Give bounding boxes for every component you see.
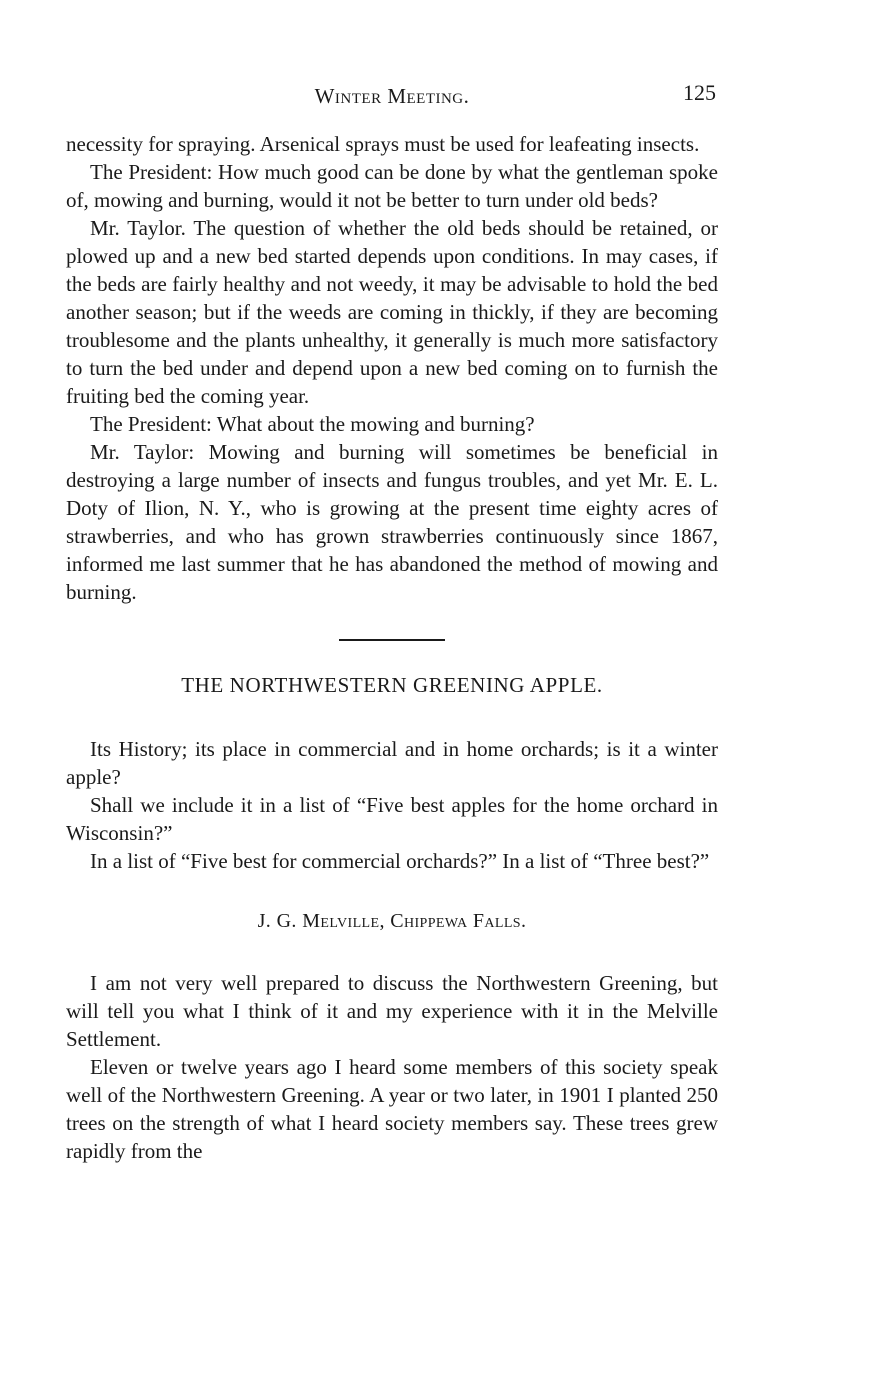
paragraph-president-question-2: The President: What about the mowing and burning?	[90, 412, 535, 436]
running-head	[66, 78, 718, 110]
article-paragraph-1: I am not very well prepared to discuss the Northwestern Greening, but will tell you what I think of it and my experience with it in the Melville Settlement.	[66, 971, 718, 1051]
section-divider	[339, 639, 445, 641]
paragraph-taylor-answer-2: Mr. Taylor: Mowing and burning will sometimes be beneficial in destroying a large number of insects and fungus troubles, and yet Mr. E. L. Doty of Ilion, N. Y., who is growing at the present time eighty acres of strawberries, and who has grown strawberries continuously since 1867, informed me last summer that he has abandoned the method of mowing and burning.	[66, 440, 718, 604]
discussion-text	[66, 130, 718, 606]
article-paragraph-2: Eleven or twelve years ago I heard some members of this society speak well of the Northwestern Greening. A year or two later, in 1901 I planted 250 trees on the strength of what I heard society members say. These trees grew rapidly from the	[66, 1055, 718, 1163]
section-questions	[66, 735, 718, 875]
book-page	[66, 78, 718, 1165]
paragraph-continued: necessity for spraying. Arsenical sprays must be used for leafeating insects.	[66, 132, 700, 156]
author-byline: J. G. Melville, Chippewa Falls.	[257, 910, 527, 932]
section-title: THE NORTHWESTERN GREENING APPLE.	[181, 673, 603, 697]
question-3: In a list of “Five best for commercial orchards?” In a list of “Three best?”	[90, 849, 710, 873]
article-body	[66, 969, 718, 1165]
paragraph-taylor-answer: Mr. Taylor. The question of whether the old beds should be retained, or plowed up and a new bed started depends upon conditions. In may cases, if the beds are fairly healthy and not weedy, it may be advisable to hold the bed another season; but if the weeds are coming in thickly, if they are becoming troublesome and the plants unhealthy, it generally is much more satisfactory to turn the bed under and depend upon a new bed coming on to furnish the fruiting bed the coming year.	[66, 216, 718, 408]
page-number: 125	[683, 80, 716, 105]
paragraph-president-question: The President: How much good can be done by what the gentleman spoke of, mowing and burning, would it not be better to turn under old beds?	[66, 160, 718, 212]
question-2: Shall we include it in a list of “Five best apples for the home orchard in Wisconsin?”	[66, 793, 718, 845]
question-1: Its History; its place in commercial and in home orchards; is it a winter apple?	[66, 737, 718, 789]
running-title: Winter Meeting.	[314, 84, 470, 108]
